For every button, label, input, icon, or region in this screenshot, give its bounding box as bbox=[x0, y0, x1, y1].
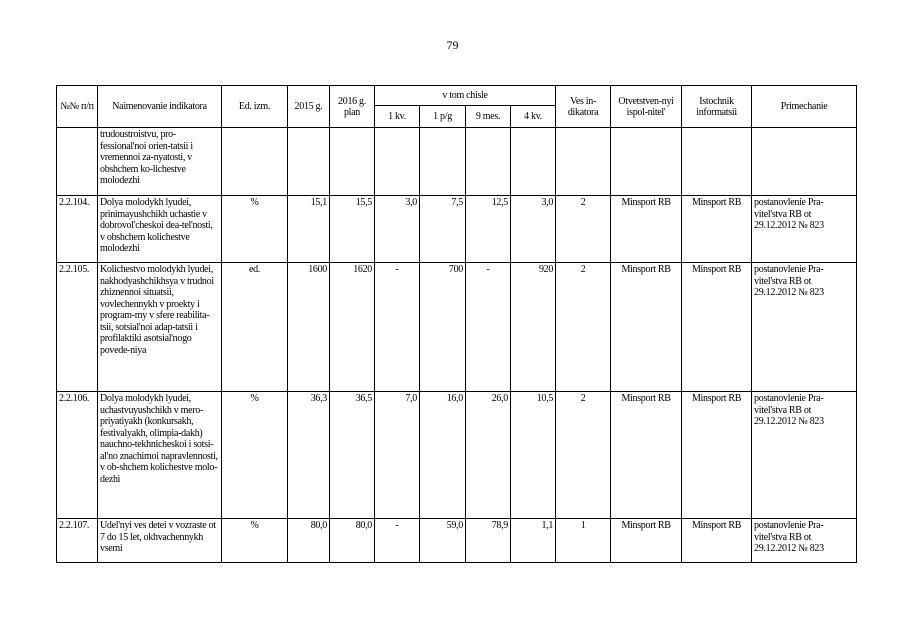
value-2015: 80,0 bbox=[288, 519, 330, 563]
header-q1: 1 kv. bbox=[375, 106, 420, 128]
value-2016-plan: 1620 bbox=[330, 263, 375, 392]
responsible-cell: Minsport RB bbox=[611, 519, 682, 563]
value-q1: - bbox=[375, 263, 420, 392]
header-source: Istochnik informatsii bbox=[682, 86, 752, 128]
value-9m: 26,0 bbox=[466, 392, 511, 519]
row-num: 2.2.107. bbox=[57, 519, 98, 563]
header-name: Naimenovanie indikatora bbox=[98, 86, 222, 128]
value-q4: 3,0 bbox=[511, 196, 556, 263]
row-num: 2.2.104. bbox=[57, 196, 98, 263]
indicators-table bbox=[56, 85, 857, 563]
indicator-name: Kolichestvo molodykh lyudei, nakhodyashchikhsya v trudnoi zhiznennoi situatsii, vovlechennykh v proekty i program-my v sfere reabilita-tsii, sotsial'noi adap-tatsii i profilaktiki asotsial'nogo povede-niya bbox=[98, 263, 222, 392]
indicator-name: Dolya molodykh lyudei, prinimayushchikh uchastie v dobrovol'cheskoi dea-tel'nosti, v obshchem kolichestve molodezhi bbox=[98, 196, 222, 263]
value-q4: 10,5 bbox=[511, 392, 556, 519]
value-9m: 12,5 bbox=[466, 196, 511, 263]
header-weight: Ves in-dikatora bbox=[556, 86, 611, 128]
table-header bbox=[57, 86, 857, 128]
note-cell: postanovlenie Pra-vitel'stva RB ot 29.12.2012 № 823 bbox=[752, 519, 857, 563]
value-q1: 7,0 bbox=[375, 392, 420, 519]
header-num: №№ п/п bbox=[57, 86, 98, 128]
value-2015: 1600 bbox=[288, 263, 330, 392]
responsible-cell: Minsport RB bbox=[611, 196, 682, 263]
header-9m: 9 mes. bbox=[466, 106, 511, 128]
row-num: 2.2.106. bbox=[57, 392, 98, 519]
table-row-continuation bbox=[57, 128, 857, 196]
value-2016-plan: 80,0 bbox=[330, 519, 375, 563]
header-note: Primechanie bbox=[752, 86, 857, 128]
header-h1: 1 p/g bbox=[420, 106, 466, 128]
value-2015: 36,3 bbox=[288, 392, 330, 519]
header-responsible: Otvetstven-nyi ispol-nitel' bbox=[611, 86, 682, 128]
note-cell: postanovlenie Pra-vitel'stva RB ot 29.12.2012 № 823 bbox=[752, 392, 857, 519]
responsible-cell: Minsport RB bbox=[611, 263, 682, 392]
unit-cell: % bbox=[222, 519, 288, 563]
value-q1: 3,0 bbox=[375, 196, 420, 263]
value-2016-plan: 15,5 bbox=[330, 196, 375, 263]
weight-cell: 2 bbox=[556, 263, 611, 392]
value-q1: - bbox=[375, 519, 420, 563]
value-h1: 7,5 bbox=[420, 196, 466, 263]
source-cell: Minsport RB bbox=[682, 392, 752, 519]
value-q4: 920 bbox=[511, 263, 556, 392]
value-h1: 700 bbox=[420, 263, 466, 392]
note-cell: postanovlenie Pra-vitel'stva RB ot 29.12.2012 № 823 bbox=[752, 263, 857, 392]
value-9m: 78,9 bbox=[466, 519, 511, 563]
value-9m: - bbox=[466, 263, 511, 392]
unit-cell: % bbox=[222, 392, 288, 519]
source-cell: Minsport RB bbox=[682, 196, 752, 263]
value-h1: 16,0 bbox=[420, 392, 466, 519]
table-row bbox=[57, 392, 857, 519]
value-2016-plan: 36,5 bbox=[330, 392, 375, 519]
page-number: 79 bbox=[446, 38, 459, 52]
table-row bbox=[57, 263, 857, 392]
value-h1: 59,0 bbox=[420, 519, 466, 563]
responsible-cell: Minsport RB bbox=[611, 392, 682, 519]
weight-cell: 1 bbox=[556, 519, 611, 563]
weight-cell: 2 bbox=[556, 196, 611, 263]
note-cell: postanovlenie Pra-vitel'stva RB ot 29.12.2012 № 823 bbox=[752, 196, 857, 263]
row-num: 2.2.105. bbox=[57, 263, 98, 392]
header-including: v tom chisle bbox=[375, 86, 556, 106]
header-unit: Ed. izm. bbox=[222, 86, 288, 128]
value-q4: 1,1 bbox=[511, 519, 556, 563]
unit-cell: ed. bbox=[222, 263, 288, 392]
header-2016-plan: 2016 g. plan bbox=[330, 86, 375, 128]
indicator-name: Udel'nyi ves detei v vozraste ot 7 do 15 let, okhvachennykh vsemi bbox=[98, 519, 222, 563]
table-row bbox=[57, 519, 857, 563]
weight-cell: 2 bbox=[556, 392, 611, 519]
source-cell: Minsport RB bbox=[682, 263, 752, 392]
value-2015: 15,1 bbox=[288, 196, 330, 263]
indicator-name: Dolya molodykh lyudei, uchastvuyushchikh v mero-priyatiyakh (konkursakh, festivalyakh, olimpia-dakh) nauchno-tekhnicheskoi i sotsi-al'no znachimoi napravlennosti, v ob-shchem kolichestve molo-dezhi bbox=[98, 392, 222, 519]
header-2015: 2015 g. bbox=[288, 86, 330, 128]
table-row bbox=[57, 196, 857, 263]
unit-cell: % bbox=[222, 196, 288, 263]
source-cell: Minsport RB bbox=[682, 519, 752, 563]
indicator-name: trudoustroistvu, pro-fessional'noi orien-tatsii i vremennoi za-nyatosti, v obshchem ko-lichestve molodezhi bbox=[98, 128, 222, 196]
header-q4: 4 kv. bbox=[511, 106, 556, 128]
